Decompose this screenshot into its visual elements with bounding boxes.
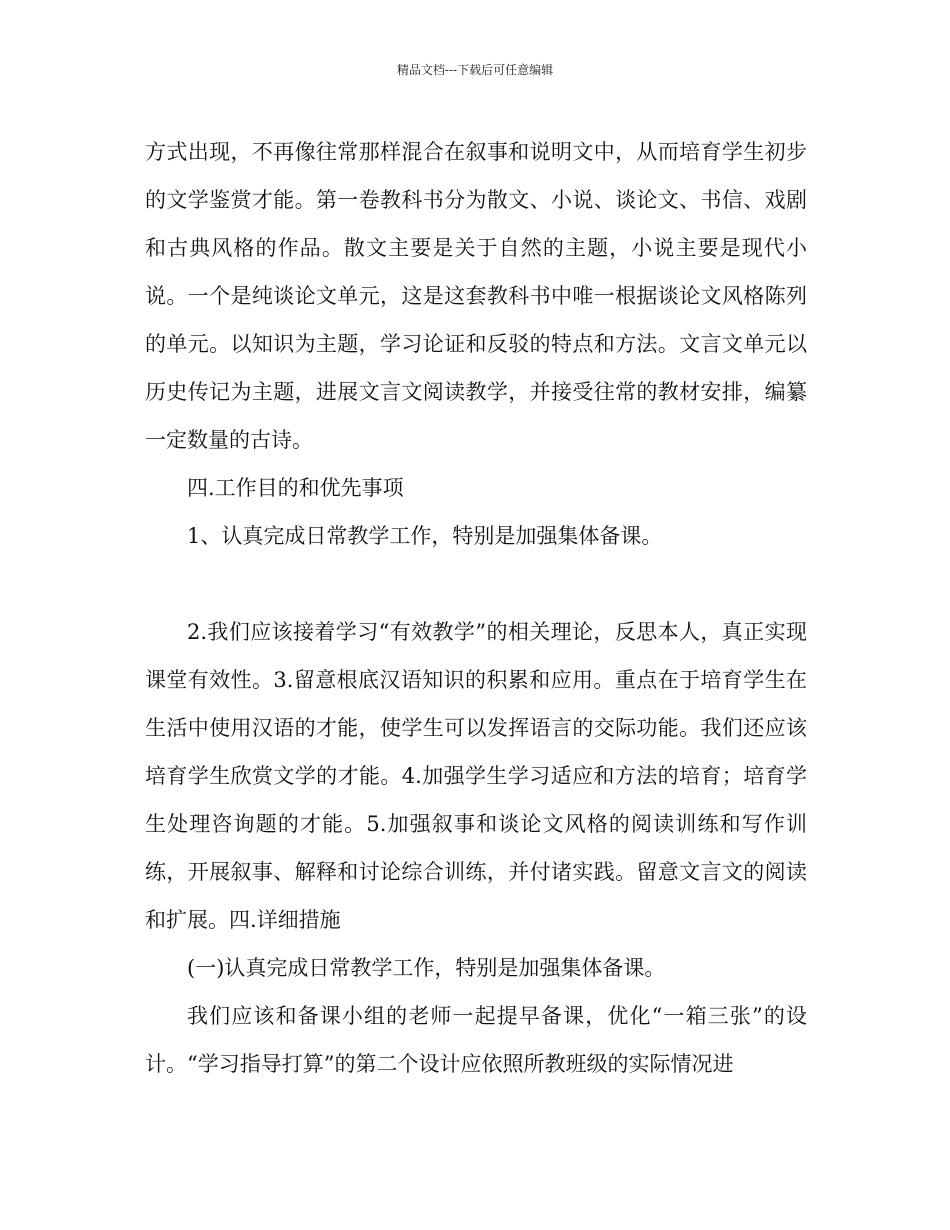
heading-work-goals: 四.工作目的和优先事项 (187, 476, 404, 500)
paragraph-course-content: 方式出现，不再像往常那样混合在叙事和说明文中，从而培育学生初步的文学鉴赏才能。第一卷教科书分为散文、小说、谈论文、书信、戏剧和古典风格的作品。散文主要是关于自然的主题，小说主要是现代小说。一个是纯谈论文单元，这是这套教科书中唯一根据谈论文风格陈列的单元。以知识为主题，学习论证和反驳的特点和方法。文言文单元以历史传记为主题，进展文言文阅读教学，并接受往常的教材安排，编纂一定数量的古诗。 (145, 140, 807, 452)
page-header: 精品文档---下载后可任意编辑 (396, 63, 554, 77)
paragraph-gap (145, 560, 807, 608)
paragraph-lesson-prep: 我们应该和备课小组的老师一起提早备课，优化“一箱三张”的设计。“学习指导打算”的第二个设计应依照所教班级的实际情况进 (145, 1004, 807, 1076)
list-item-1: 1、认真完成日常教学工作，特别是加强集体备课。 (187, 524, 663, 548)
paragraph-goals-2-5: 2.我们应该接着学习“有效教学”的相关理论，反思本人，真正实现课堂有效性。3.留意根底汉语知识的积累和应用。重点在于培育学生在生活中使用汉语的才能，使学生可以发挥语言的交际功能。我们还应该培育学生欣赏文学的才能。4.加强学生学习适应和方法的培育；培育学生处理咨询题的才能。5.加强叙事和谈论文风格的阅读训练和写作训练，开展叙事、解释和讨论综合训练，并付诸实践。留意文言文的阅读和扩展。四.详细措施 (145, 620, 807, 932)
sub-heading-1: (一)认真完成日常教学工作，特别是加强集体备课。 (187, 956, 666, 980)
document-body (145, 128, 807, 1088)
